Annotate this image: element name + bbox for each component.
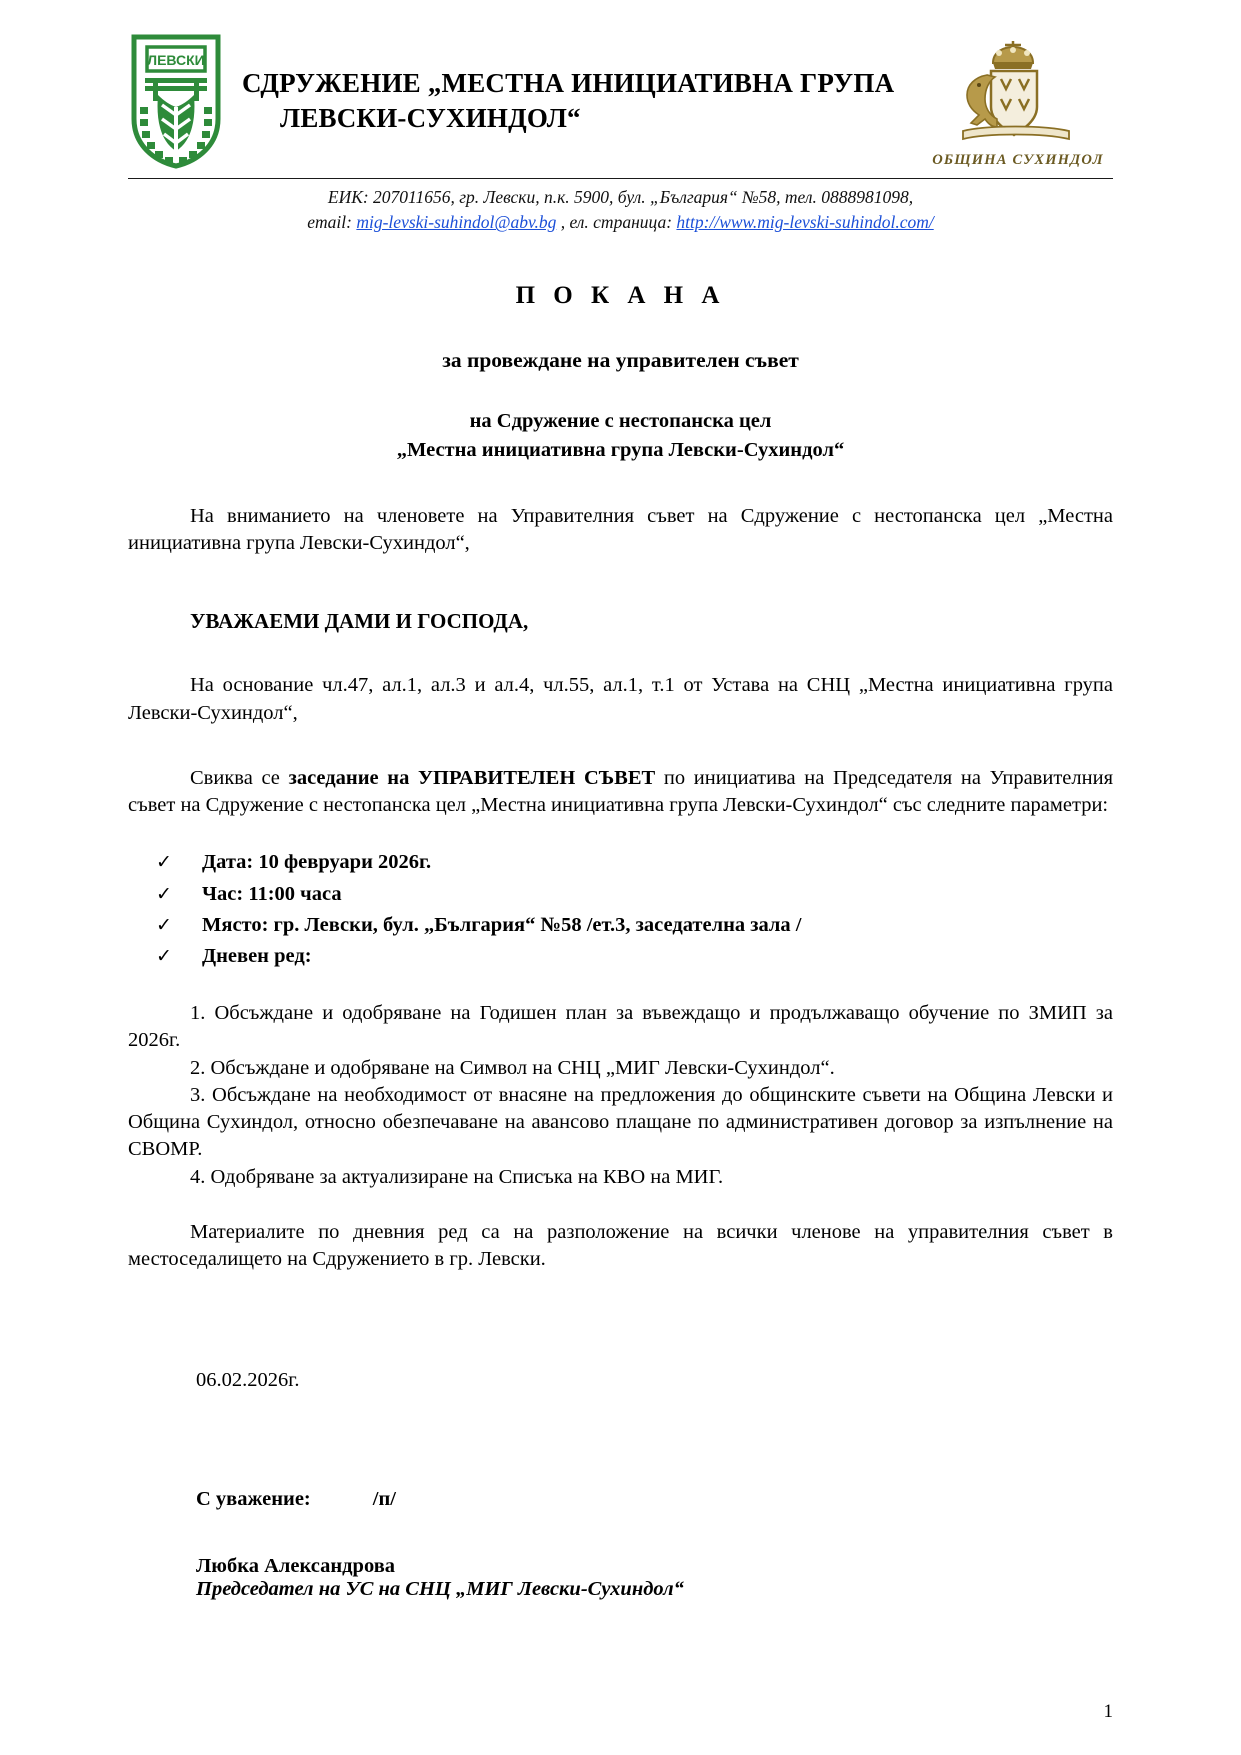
page-number: 1 [1103, 1701, 1113, 1722]
check-icon: ✓ [156, 945, 172, 967]
website-label: , ел. страница: [560, 212, 673, 233]
agenda-item: 2. Обсъждане и одобряване на Символ на СНЦ „МИГ Левски-Сухиндол“. [190, 1056, 835, 1079]
spacer [128, 1511, 1113, 1555]
spacer [128, 465, 1113, 503]
check-icon: ✓ [156, 852, 172, 874]
check-icon: ✓ [156, 914, 172, 936]
website-link[interactable]: http://www.mig-levski-suhindol.com/ [676, 212, 934, 233]
org-title-line-2: ЛЕВСКИ-СУХИНДОЛ“ [280, 103, 581, 133]
email-label: email: [307, 212, 352, 233]
header-divider [128, 178, 1113, 179]
spacer [128, 972, 1113, 1000]
document-subtitle: за провеждане на управителен съвет [442, 347, 799, 372]
email-link[interactable]: mig-levski-suhindol@abv.bg [356, 212, 557, 233]
attention-paragraph: На вниманието на членовете на Управителния съвет на Сдружение с нестопанска цел „Местна инициативна група Левски-Сухиндол“, [128, 504, 1113, 555]
spacer [128, 819, 1113, 847]
org-line-2: „Местна инициативна група Левски-Сухиндол“ [396, 438, 845, 461]
spacer [128, 557, 1113, 609]
agenda-item: 1. Обсъждане и одобряване на Годишен план за въвеждащо и продължаващо обучение по ЗМИП за 2026г. [128, 1002, 1113, 1052]
parameter-place: Място: гр. Левски, бул. „България“ №58 /ет.3, заседателна зала / [202, 913, 802, 936]
contact-line-2 [128, 210, 1113, 235]
regards-label: С уважение: [196, 1488, 311, 1511]
parameter-date: Дата: 10 февруари 2026г. [202, 851, 432, 874]
document-date: 06.02.2026г. [196, 1369, 300, 1392]
agenda-item: 3. Обсъждане на необходимост от внасяне на предложения до общинските съвети на Община Левски и Община Сухиндол, относно обезпечаване на авансово плащане по административен договор за изпълнение на СВОМР. [128, 1083, 1113, 1161]
page-title: П О К А Н А [515, 281, 726, 309]
organization-title [224, 66, 923, 135]
shield-label: ЛЕВСКИ [147, 52, 205, 68]
list-item [156, 910, 1113, 941]
spacer [128, 634, 1113, 672]
convene-emphasis: заседание на УПРАВИТЕЛЕН СЪВЕТ [288, 766, 656, 789]
convene-paragraph [128, 765, 1113, 820]
convene-part-2: по инициатива на Председателя на Управителния съвет на Сдружение с нестопанска цел „Местна инициативна група Левски-Сухиндол“ със следните параметри: [128, 766, 1113, 817]
contact-line-1: ЕИК: 207011656, гр. Левски, п.к. 5900, бул. „България“ №58, тел. 0888981098, [327, 187, 914, 207]
materials-paragraph: Материалите по дневния ред са на разположение на всички членове на управителния съвет в местоседалището на Сдружението в гр. Левски. [128, 1220, 1113, 1271]
parameter-time: Час: 11:00 часа [202, 882, 342, 905]
org-title-line-1: СДРУЖЕНИЕ „МЕСТНА ИНИЦИАТИВНА ГРУПА [242, 68, 895, 99]
regards-line [128, 1488, 1113, 1511]
spacer [128, 727, 1113, 765]
spacer [128, 1273, 1113, 1369]
suhindol-coat-of-arms-icon [923, 31, 1113, 171]
spacer [128, 1392, 1113, 1488]
signer-role: Председател на УС на СНЦ „МИГ Левски-Сухиндол“ [196, 1578, 684, 1601]
check-icon: ✓ [156, 883, 172, 905]
meeting-parameters-list [128, 847, 1113, 972]
signer-name: Любка Александрова [196, 1555, 396, 1578]
agenda-item: 4. Одобряване за актуализиране на Списъка на КВО на МИГ. [190, 1165, 724, 1188]
contact-info [128, 185, 1113, 236]
document-organization [128, 407, 1113, 465]
list-item [156, 879, 1113, 910]
list-item [156, 941, 1113, 972]
spacer [128, 1191, 1113, 1219]
convene-part-1: Свиква се [190, 766, 289, 789]
levski-coat-of-arms-icon [128, 33, 224, 169]
agenda-list [128, 1000, 1113, 1191]
salutation: УВАЖАЕМИ ДАМИ И ГОСПОДА, [190, 609, 529, 634]
signature-mark: /п/ [372, 1488, 396, 1511]
legal-basis-paragraph: На основание чл.47, ал.1, ал.3 и ал.4, чл.55, ал.1, т.1 от Устава на СНЦ „Местна инициативна група Левски-Сухиндол“, [128, 674, 1113, 724]
parameter-agenda: Дневен ред: [202, 944, 312, 967]
crest-caption: ОБЩИНА СУХИНДОЛ [932, 152, 1104, 168]
list-item [156, 847, 1113, 878]
letterhead [128, 28, 1113, 174]
org-line-1: на Сдружение с нестопанска цел [469, 409, 772, 432]
